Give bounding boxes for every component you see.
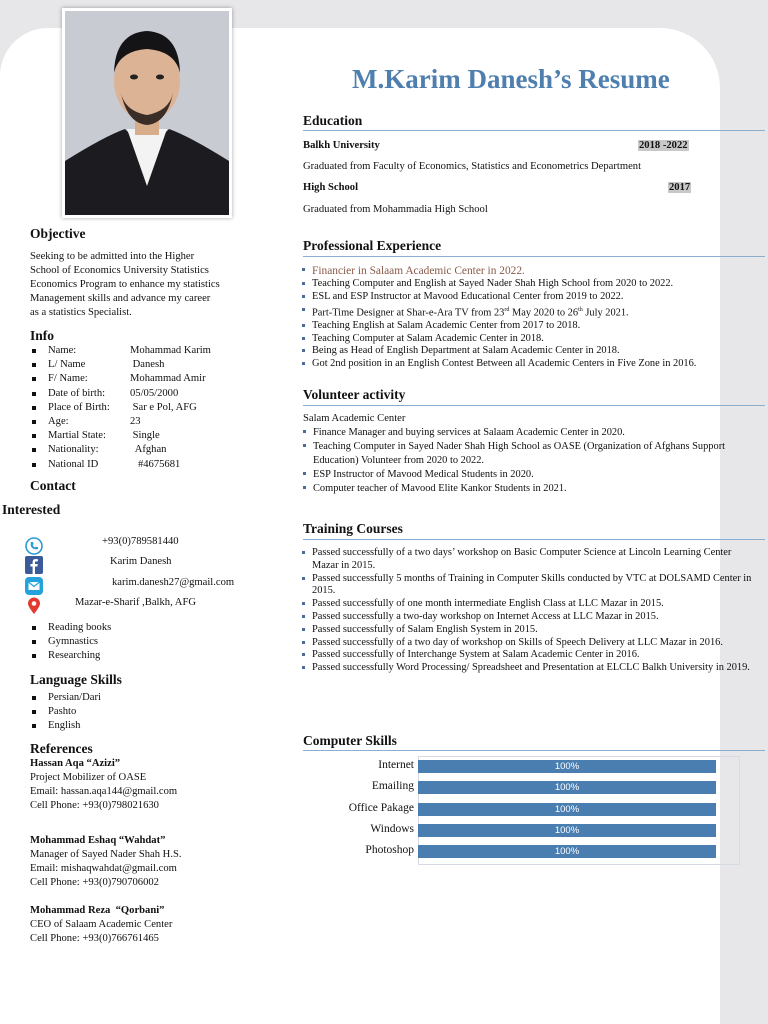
info-key: F/ Name:	[48, 373, 88, 385]
info-value: Mohammad Karim	[130, 345, 211, 356]
reference-line: Cell Phone: +93(0)790706002	[30, 877, 159, 888]
experience-item: Being as Head of English Department at Salam Academic Center in 2018.	[302, 345, 752, 358]
reference-line: Email: hassan.aqa144@gmail.com	[30, 786, 178, 797]
info-row-fname	[30, 372, 211, 386]
info-row-age	[30, 415, 211, 429]
section-rule	[303, 750, 765, 751]
section-rule	[303, 405, 765, 406]
skill-bar-label: 100%	[554, 824, 580, 836]
reference-line: Project Mobilizer of OASE	[30, 772, 147, 783]
interest-item: Gymnastics	[30, 635, 111, 649]
volunteer-heading: Volunteer activity	[303, 387, 406, 402]
volunteer-item: Computer teacher of Mavood Elite Kankor Students in 2021.	[303, 482, 753, 496]
skype-phone-icon	[25, 537, 43, 555]
education-heading: Education	[303, 113, 363, 128]
interest-item: Reading books	[30, 621, 111, 635]
info-key: Martial State:	[48, 430, 106, 442]
experience-heading: Professional Experience	[303, 238, 442, 253]
resume-title: M.Karim Danesh’s Resume	[352, 64, 670, 94]
info-value: Afghan	[130, 444, 167, 456]
language-item: English	[30, 719, 101, 733]
skill-label-office-pakage: Office Pakage	[348, 801, 414, 814]
info-key: Place of Birth:	[48, 401, 110, 413]
info-key: Date of birth:	[48, 387, 106, 399]
training-list	[302, 547, 757, 675]
experience-item: Teaching Computer at Salam Academic Center in 2018.	[302, 333, 752, 346]
reference-line: Cell Phone: +93(0)766761465	[30, 933, 159, 944]
experience-list	[302, 264, 752, 371]
objective-heading: Objective	[30, 226, 86, 241]
info-key: L/ Name	[48, 359, 86, 371]
education-desc-1: Graduated from Faculty of Economics, Statistics and Econometrics Department	[303, 161, 642, 172]
objective-line: School of Economics University Statistics	[30, 265, 209, 276]
section-rule	[303, 256, 765, 257]
info-key: Name:	[48, 345, 77, 356]
computer-skills-heading: Computer Skills	[303, 733, 397, 748]
experience-item: Part-Time Designer at Shar-e-Ara TV from 23rd May 2020 to 26th July 2021.	[302, 304, 752, 320]
objective-line: Management skills and advance my career	[30, 293, 211, 304]
reference-2	[30, 834, 182, 890]
reference-line: CEO of Salaam Academic Center	[30, 919, 173, 930]
info-row-lname	[30, 358, 211, 372]
skill-bar	[418, 760, 716, 773]
info-value: #4675681	[130, 458, 181, 470]
training-item: Passed successfully of a two days’ workshop on Basic Computer Science at Lincoln Learning Center Mazar in 2015.	[302, 547, 757, 573]
reference-line: Email: mishaqwahdat@gmail.com	[30, 863, 177, 874]
info-row-nationality	[30, 443, 211, 457]
volunteer-item: ESP Instructor of Mavood Medical Students in 2020.	[303, 468, 753, 482]
sheet-right	[220, 28, 720, 1024]
education-year-1	[638, 139, 689, 153]
info-key: Nationality:	[48, 444, 99, 456]
profile-photo	[62, 8, 232, 218]
training-item: Passed successfully of one month intermediate English Class at LLC Mazar in 2015.	[302, 598, 757, 611]
interest-item: Researching	[30, 649, 111, 663]
info-row-pob	[30, 401, 211, 415]
language-item: Pashto	[30, 705, 101, 719]
education-school-1: Balkh University	[303, 140, 380, 151]
info-value: Single	[130, 430, 160, 442]
skill-bar-label: 100%	[554, 782, 580, 794]
reference-1	[30, 757, 177, 813]
reference-name: Hassan Aqa “Azizi”	[30, 758, 121, 769]
reference-name: Mohammad Eshaq “Wahdat”	[30, 835, 166, 846]
language-heading: Language Skills	[30, 672, 122, 687]
experience-item: Teaching English at Salam Academic Center from 2017 to 2018.	[302, 320, 752, 333]
language-list	[30, 691, 101, 733]
skill-bar-label: 100%	[554, 803, 580, 815]
experience-item: ESL and ESP Instructor at Mavood Educational Center from 2019 to 2022.	[302, 291, 752, 304]
education-desc-2: Graduated from Mohammadia High School	[303, 204, 488, 215]
skill-bar-label: 100%	[554, 761, 580, 772]
right-margin-band	[720, 0, 768, 1024]
interested-heading: Interested	[2, 502, 61, 517]
skill-bar-label: 100%	[554, 846, 580, 858]
facebook-icon	[25, 556, 43, 574]
training-heading: Training Courses	[303, 521, 403, 536]
reference-line: Cell Phone: +93(0)798021630	[30, 800, 159, 811]
contact-email: karim.danesh27@gmail.com	[112, 577, 235, 588]
reference-3	[30, 904, 172, 946]
objective-line: Economics Program to enhance my statistics	[30, 279, 220, 290]
interests-list	[30, 621, 111, 663]
skill-label-emailing: Emailing	[371, 780, 414, 793]
volunteer-item: Teaching Computer in Sayed Nader Shah High School as OASE (Organization of Afghans Support Education) Volunteer from 2020 to 2022.	[303, 440, 753, 468]
skill-bar	[418, 824, 716, 837]
skill-label-windows: Windows	[370, 822, 414, 835]
info-row-national-id	[30, 458, 211, 472]
info-list	[30, 344, 211, 472]
training-item: Passed successfully of a two day of workshop on Skills of Speech Delivery at LLC Mazar in 2016.	[302, 637, 757, 650]
info-key: National ID	[48, 458, 99, 470]
info-key: Age:	[48, 416, 69, 428]
experience-item: Got 2nd position in an English Contest Between all Academic Centers in Five Zone in 2016.	[302, 358, 752, 371]
experience-item: Teaching Computer and English at Sayed Nader Shah High School from 2020 to 2022.	[302, 278, 752, 291]
education-school-2: High School	[303, 182, 359, 193]
section-rule	[303, 539, 765, 540]
training-item: Passed successfully 5 months of Training in Computer Skills conducted by VTC at DOLSAMD Center in 2015.	[302, 573, 757, 599]
contact-heading: Contact	[30, 478, 76, 493]
portrait-image	[65, 11, 229, 215]
year-highlight: 2017	[669, 182, 691, 193]
reference-name: Mohammad Reza “Qorbani”	[30, 905, 165, 916]
info-row-name	[30, 344, 211, 358]
year-highlight: 2018 -2022	[639, 140, 688, 151]
contact-address: Mazar-e-Sharif ,Balkh, AFG	[75, 597, 196, 608]
objective-line: Seeking to be admitted into the Higher	[30, 251, 195, 262]
skill-bar	[418, 803, 716, 816]
training-item: Passed successfully Word Processing/ Spreadsheet and Presentation at ELCLC Balkh University in 2019.	[302, 662, 757, 675]
objective-line: as a statistics Specialist.	[30, 307, 132, 318]
info-heading: Info	[30, 328, 55, 343]
skill-bar	[418, 845, 716, 858]
training-item: Passed successfully a two-day workshop on Internet Access at LLC Mazar in 2015.	[302, 611, 757, 624]
section-rule	[303, 130, 765, 131]
info-value: Sar e Pol, AFG	[130, 401, 197, 413]
volunteer-list	[303, 426, 753, 496]
language-item: Persian/Dari	[30, 691, 101, 705]
contact-skype: Karim Danesh	[110, 556, 172, 567]
volunteer-org: Salam Academic Center	[303, 413, 406, 424]
volunteer-item: Finance Manager and buying services at Salaam Academic Center in 2020.	[303, 426, 753, 440]
education-year-2	[668, 181, 691, 195]
info-value: Danesh	[130, 359, 165, 371]
experience-item: Financier in Salaam Academic Center in 2022.	[302, 264, 752, 278]
contact-phone: +93(0)789581440	[102, 536, 179, 547]
reference-line: Manager of Sayed Nader Shah H.S.	[30, 849, 182, 860]
objective-text	[30, 250, 220, 320]
info-value: 23	[130, 416, 141, 428]
skill-label-photoshop: Photoshop	[365, 844, 414, 857]
info-row-marital	[30, 429, 211, 443]
references-heading: References	[30, 741, 93, 756]
skill-bar	[418, 781, 716, 794]
location-pin-icon	[25, 597, 43, 615]
training-item: Passed successfully of Salam English System in 2015.	[302, 624, 757, 637]
info-row-dob	[30, 387, 211, 401]
training-item: Passed successfully of Interchange System at Salam Academic Center in 2016.	[302, 649, 757, 662]
info-value: 05/05/2000	[130, 387, 179, 399]
info-value: Mohammad Amir	[130, 373, 206, 385]
skill-label-internet: Internet	[378, 759, 414, 771]
email-icon	[25, 577, 43, 595]
